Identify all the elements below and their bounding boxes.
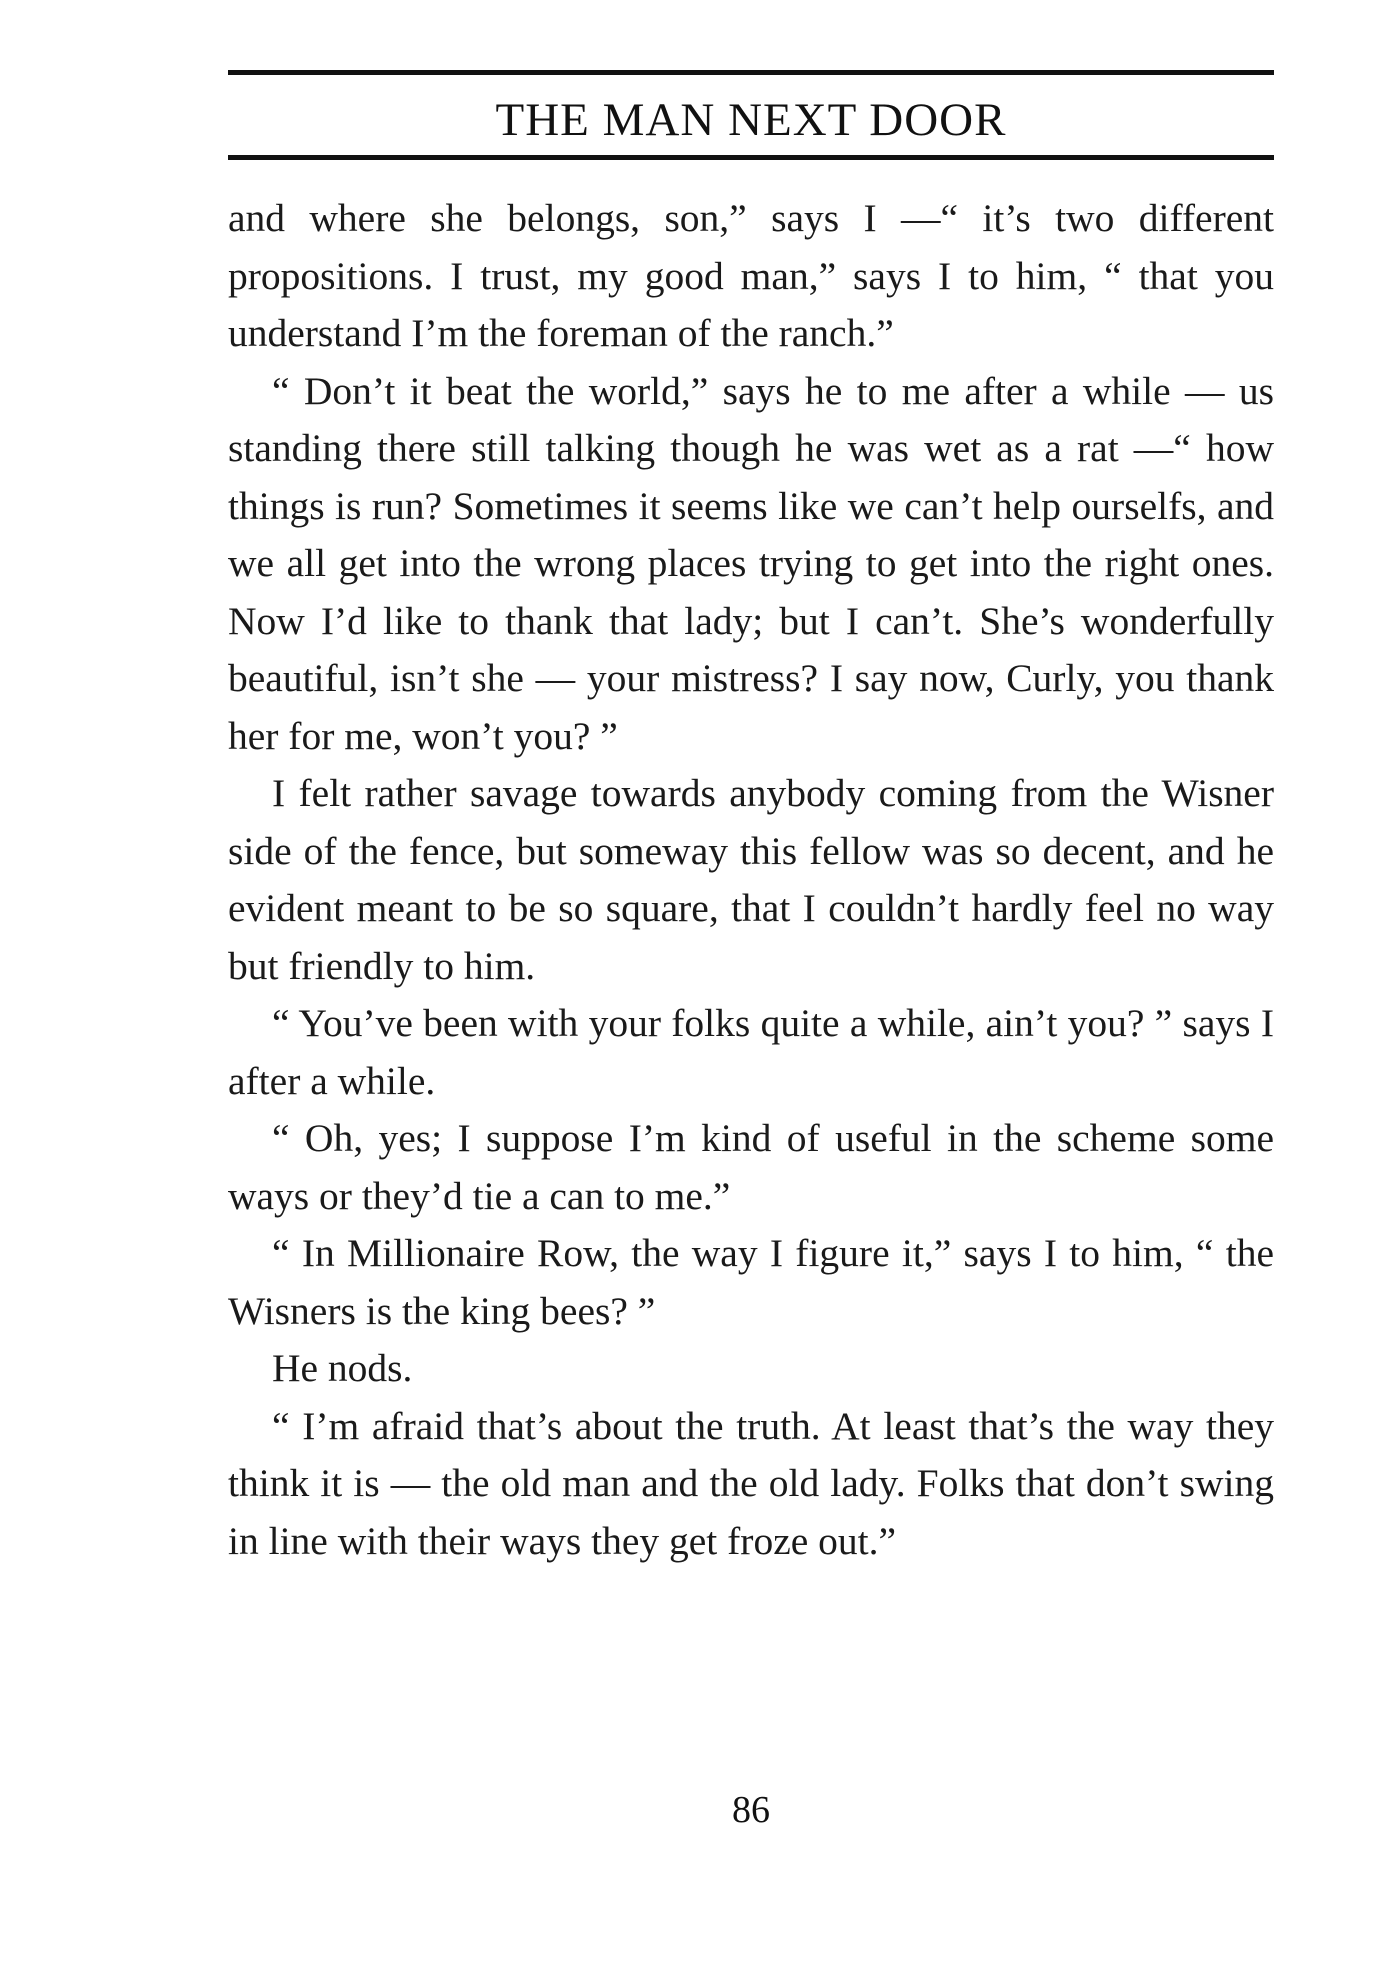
paragraph-continuation: and where she belongs, son,” says I —“ it’s two different propositions. I trust, my good man,” says I to him, “ that you understand I’m the foreman of the ranch.”: [228, 196, 1274, 355]
page-number: 86: [732, 1789, 770, 1831]
paragraph: “ Don’t it beat the world,” says he to me after a while — us standing there still talking though he was wet as a rat —“ how things is run? Sometimes it seems like we can’t help ourselfs, and we all get into the wrong places trying to get into the right ones. Now I’d like to thank that lady; but I can’t. She’s wonderfully beautiful, isn’t she — your mistress? I say now, Curly, you thank her for me, won’t you? ”: [228, 368, 1274, 758]
paragraph: I felt rather savage towards anybody coming from the Wisner side of the fence, but someway this fellow was so decent, and he evident meant to be so square, that I couldn’t hardly feel no way but friendly to him.: [228, 771, 1274, 988]
paragraph: He nods.: [272, 1346, 413, 1390]
paragraph: “ I’m afraid that’s about the truth. At least that’s the way they think it is — the old man and the old lady. Folks that don’t swing in line with their ways they get froze out.”: [228, 1403, 1274, 1563]
paragraph: “ You’ve been with your folks quite a while, ain’t you? ” says I after a while.: [228, 1001, 1274, 1103]
body-text: [228, 190, 1274, 1570]
paragraph: “ Oh, yes; I suppose I’m kind of useful in the scheme some ways or they’d tie a can to me.”: [228, 1116, 1274, 1218]
paragraph: “ In Millionaire Row, the way I figure it,” says I to him, “ the Wisners is the king bees? ”: [228, 1231, 1274, 1333]
header-rule-bottom: [228, 155, 1274, 160]
running-head-title: THE MAN NEXT DOOR: [495, 94, 1007, 146]
header-rule-top: [228, 70, 1274, 75]
